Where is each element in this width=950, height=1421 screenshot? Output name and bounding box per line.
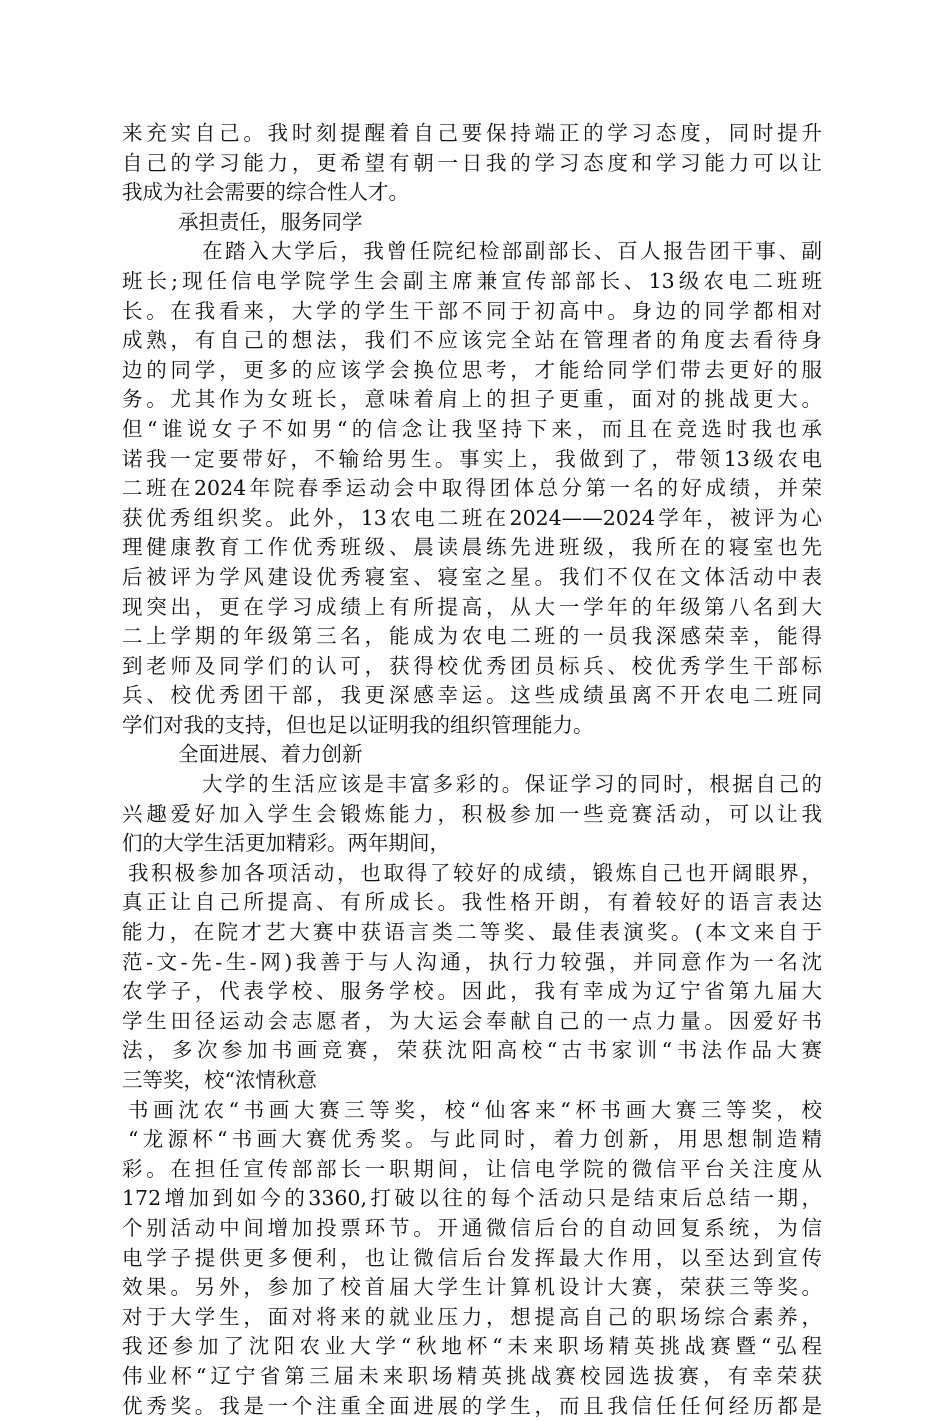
text-line: 兵、校优秀团干部，我更深感幸运。这些成绩虽离不开农电二班同 [122, 683, 822, 708]
text-line: 172增加到如今的3360,打破以往的每个活动只是结束后总结一期， [122, 1186, 822, 1211]
text-line: 现突出，更在学习成绩上有所提高，从大一学年的年级第八名到大 [122, 594, 822, 619]
text-line: 大学的生活应该是丰富多彩的。保证学习的同时，根据自己的 [202, 772, 822, 797]
text-line: 们的大学生活更加精彩。两年期间， [122, 831, 450, 856]
text-line: 长。在我看来，大学的学生干部不同于初高中。身边的同学都相对 [122, 298, 822, 323]
text-line: 成熟，有自己的想法，我们不应该完全站在管理者的角度去看待身 [122, 328, 822, 353]
text-line: 到老师及同学们的认可，获得校优秀团员标兵、校优秀学生干部标 [122, 653, 822, 678]
text-line: 后被评为学风建设优秀寝室、寝室之星。我们不仅在文体活动中表 [122, 564, 822, 589]
text-line: 对于大学生，面对将来的就业压力，想提高自己的职场综合素养， [122, 1304, 822, 1329]
section-heading: 承担责任，服务同学 [178, 209, 363, 234]
text-line: 兴趣爱好加入学生会锻炼能力，积极参加一些竞赛活动，可以让我 [122, 801, 822, 826]
text-line: 我还参加了沈阳农业大学“秋地杯“未来职场精英挑战赛暨“弘程 [122, 1334, 822, 1359]
text-line: 来充实自己。我时刻提醒着自己要保持端正的学习态度，同时提升 [122, 121, 822, 145]
text-line: 理健康教育工作优秀班级、晨读晨练先进班级，我所在的寝室也先 [122, 535, 822, 560]
text-line: 书画沈农“书画大赛三等奖，校“仙客来“杯书画大赛三等奖，校 [128, 1097, 822, 1122]
text-line: 自己的学习能力，更希望有朝一日我的学习态度和学习能力可以让 [122, 150, 822, 175]
text-line: 我成为社会需要的综合性人才。 [122, 180, 409, 205]
section-heading: 全面进展、着力创新 [178, 742, 363, 767]
text-line: 但“谁说女子不如男“的信念让我坚持下来，而且在竞选时我也承 [122, 416, 822, 441]
text-line: 范-文-先-生-网)我善于与人沟通，执行力较强，并同意作为一名沈 [122, 949, 822, 974]
text-line: 能力，在院才艺大赛中获语言类二等奖、最佳表演奖。(本文来自于 [122, 920, 822, 945]
text-line: 二班在2024年院春季运动会中取得团体总分第一名的好成绩，并荣 [122, 476, 822, 501]
text-line: 法，多次参加书画竞赛，荣获沈阳高校“古书家训“书法作品大赛 [122, 1038, 822, 1063]
text-line: 优秀奖。我是一个注重全面进展的学生，而且我信任任何经历都是 [122, 1393, 822, 1418]
text-line: 彩。在担任宣传部部长一职期间，让信电学院的微信平台关注度从 [122, 1156, 822, 1181]
text-line: 学生田径运动会志愿者，为大运会奉献自己的一点力量。因爱好书 [122, 1008, 822, 1033]
text-line: 边的同学，更多的应该学会换位思考，才能给同学们带去更好的服 [122, 357, 822, 382]
text-line: 获优秀组织奖。此外，13农电二班在2024——2024学年，被评为心 [122, 505, 822, 530]
text-line: 诺我一定要带好，不输给男生。事实上，我做到了，带领13级农电 [122, 446, 822, 471]
text-line: 学们对我的支持，但也足以证明我的组织管理能力。 [122, 712, 594, 737]
text-line: 农学子，代表学校、服务学校。因此，我有幸成为辽宁省第九届大 [122, 979, 822, 1004]
text-line: 班长;现任信电学院学生会副主席兼宣传部部长、13级农电二班班 [122, 268, 822, 293]
text-line: 伟业杯“辽宁省第三届未来职场精英挑战赛校园选拔赛，有幸荣获 [122, 1363, 822, 1388]
document-body [122, 119, 822, 1421]
text-line: 我积极参加各项活动，也取得了较好的成绩，锻炼自己也开阔眼界， [128, 860, 822, 885]
text-line: 真正让自己所提高、有所成长。我性格开朗，有着较好的语言表达 [122, 890, 822, 915]
text-line: 在踏入大学后，我曾任院纪检部副部长、百人报告团干事、副 [202, 239, 822, 264]
text-line: 个别活动中间增加投票环节。开通微信后台的自动回复系统，为信 [122, 1215, 822, 1240]
text-line: 务。尤其作为女班长，意味着肩上的担子更重，面对的挑战更大。 [122, 387, 822, 412]
text-line: 二上学期的年级第三名，能成为农电二班的一员我深感荣幸，能得 [122, 624, 822, 649]
text-line: 三等奖，校“浓情秋意 [122, 1068, 317, 1092]
text-line: 效果。另外，参加了校首届大学生计算机设计大赛，荣获三等奖。 [122, 1275, 822, 1300]
text-line: 电学子提供更多便利，也让微信后台发挥最大作用，以至达到宣传 [122, 1245, 822, 1270]
text-line: “龙源杯“书画大赛优秀奖。与此同时，着力创新，用思想制造精 [128, 1127, 822, 1152]
